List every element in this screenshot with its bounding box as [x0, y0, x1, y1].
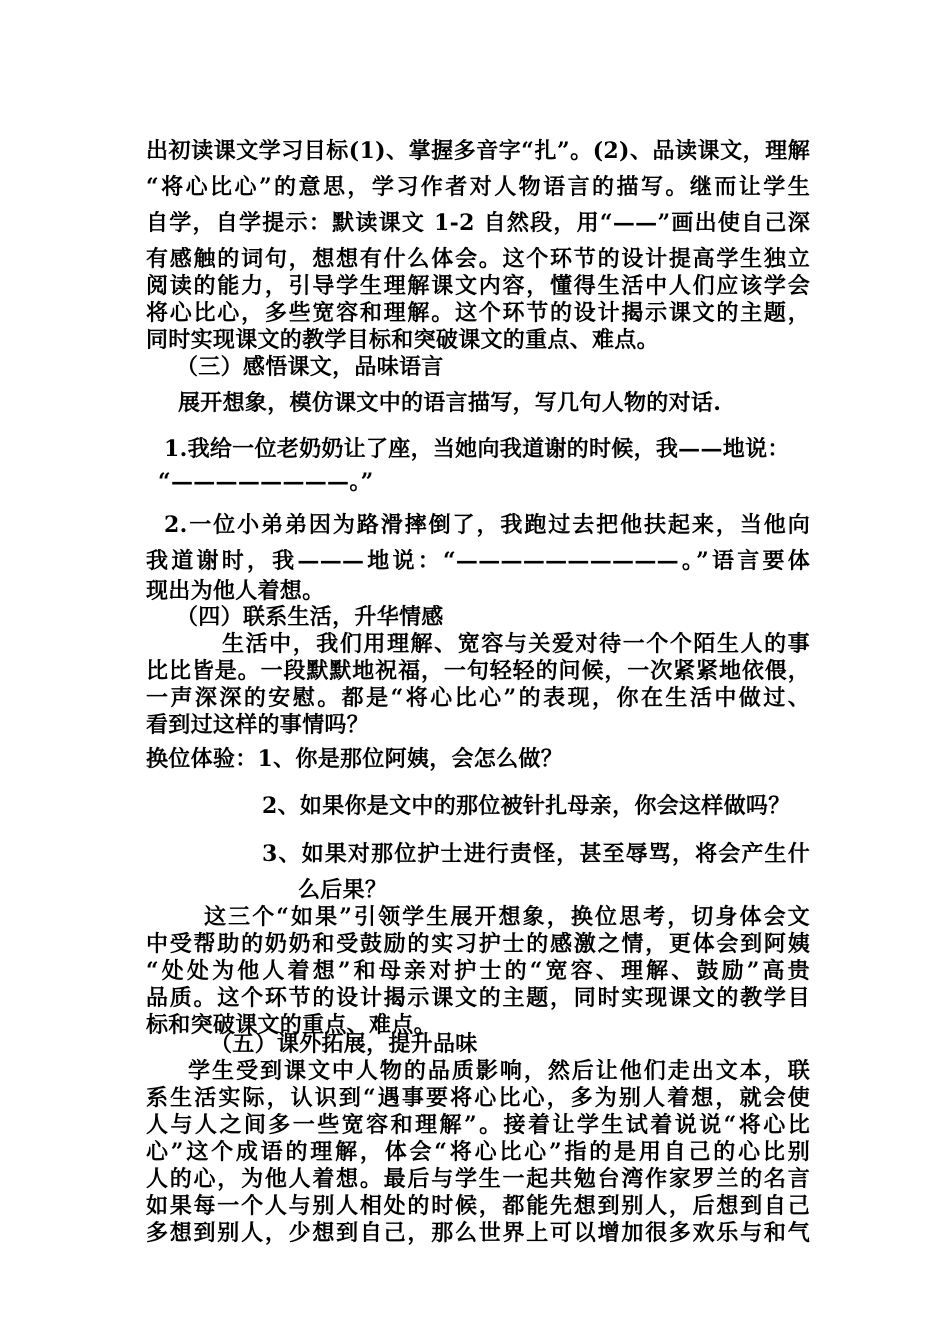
text-line: 展开想象，模仿课文中的语言描写，写几句人物的对话. [178, 390, 722, 416]
text-line: 换位体验：1、你是那位阿姨，会怎么做？ [146, 746, 564, 772]
text-line: 么后果？ [298, 877, 388, 903]
text-line: 自学，自学提示：默读课文 1-2 自然段，用“——”画出使自己深 [146, 210, 810, 236]
text-line: 阅读的能力，引导学生理解课文内容，懂得生活中人们应该学会 [146, 273, 810, 299]
text-line: 学生受到课文中人物的品质影响，然后让他们走出文本，联 [188, 1058, 810, 1084]
text-line: 品质。这个环节的设计揭示课文的主题，同时实现课文的教学目 [146, 985, 810, 1011]
text-line: 多想到别人，少想到自己，那么世界上可以增加很多欢乐与和气 [146, 1220, 810, 1246]
text-line: 心”这个成语的理解，体会“将心比心”指的是用自己的心比别 [146, 1139, 810, 1165]
text-line: 人的心，为他人着想。最后与学生一起共勉台湾作家罗兰的名言 [146, 1166, 810, 1192]
section-heading: （五）课外拓展，提升品味 [210, 1031, 478, 1057]
text-line: 系生活实际，认识到“遇事要将心比心，多为别人着想，就会使 [146, 1085, 810, 1111]
text-line: 有感触的词句，想想有什么体会。这个环节的设计提高学生独立 [146, 246, 810, 272]
text-line: 2、如果你是文中的那位被针扎母亲，你会这样做吗？ [262, 793, 791, 819]
text-line: 同时实现课文的教学目标和突破课文的重点、难点。 [146, 327, 659, 353]
text-line: 出初读课文学习目标(1)、掌握多音字“扎”。(2)、品读课文，理解 [146, 138, 810, 164]
text-line: 看到过这样的事情吗？ [146, 712, 370, 738]
text-line: 如果每一个人与别人相处的时候，都能先想到别人，后想到自己 [146, 1193, 810, 1219]
text-line: 标和突破课文的重点、难点。 [146, 1012, 436, 1038]
text-line: 2.一位小弟弟因为路滑摔倒了，我跑过去把他扶起来，当他向 [164, 512, 810, 538]
text-line: 中受帮助的奶奶和受鼓励的实习护士的感激之情，更体会到阿姨 [146, 931, 810, 957]
section-heading: （三）感悟课文，品味语言 [176, 354, 444, 380]
text-line: 我道谢时，我———地说：“——————————。”语言要体 [146, 548, 810, 574]
text-line: “将心比心”的意思，学习作者对人物语言的描写。继而让学生 [146, 174, 810, 200]
text-line: 现出为他人着想。 [146, 578, 325, 604]
text-line: 3、如果对那位护士进行责怪，甚至辱骂，将会产生什 [262, 841, 810, 867]
text-line: 这三个“如果”引领学生展开想象，换位思考，切身体会文 [204, 904, 810, 930]
text-line: 人与人之间多一些宽容和理解”。接着让学生试着说说“将心比 [146, 1112, 810, 1138]
text-line: “处处为他人着想”和母亲对护士的“宽容、理解、鼓励”高贵 [146, 958, 810, 984]
text-line: 一声深深的安慰。都是“将心比心”的表现，你在生活中做过、 [146, 685, 810, 711]
text-line: 将心比心，多些宽容和理解。这个环节的设计揭示课文的主题， [146, 300, 810, 326]
text-line: 比比皆是。一段默默地祝福，一句轻轻的问候，一次紧紧地依偎， [146, 658, 810, 684]
text-line: 生活中，我们用理解、宽容与关爱对待一个个陌生人的事 [222, 631, 810, 657]
section-heading: （四）联系生活，升华情感 [176, 604, 444, 630]
text-line: “————————。” [158, 469, 374, 495]
text-line: 1.我给一位老奶奶让了座，当她向我道谢的时候，我——地说： [164, 436, 790, 462]
